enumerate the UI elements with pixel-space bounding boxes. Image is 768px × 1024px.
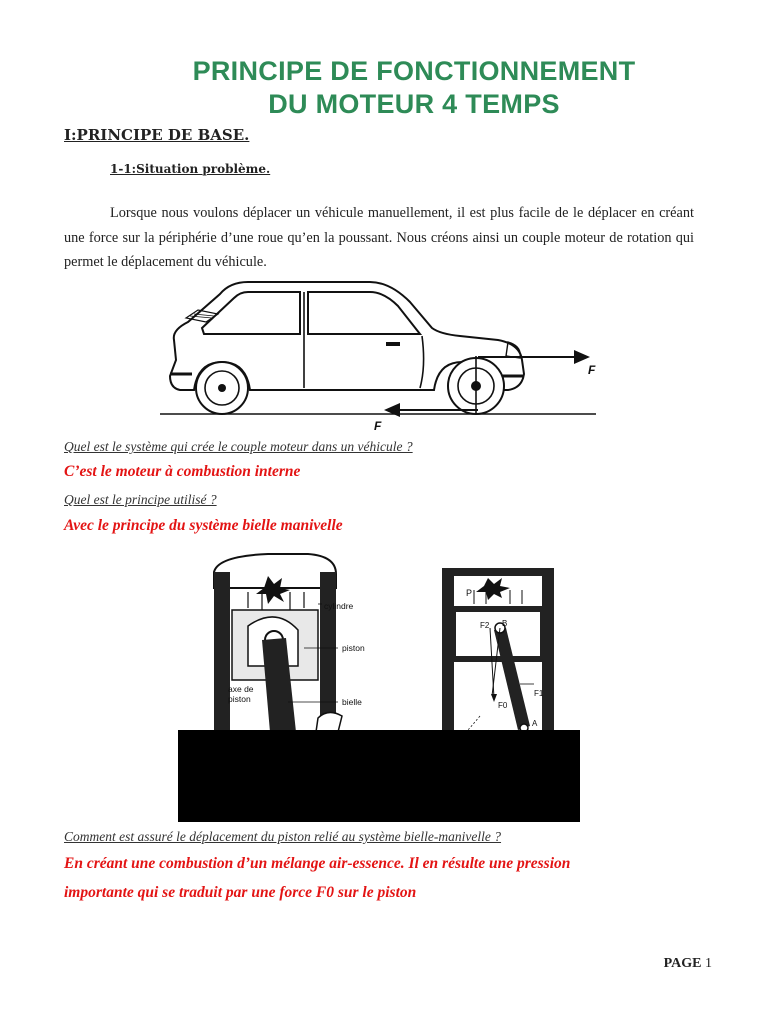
answer-1: C’est le moteur à combustion interne [64, 463, 301, 480]
answer-2: Avec le principe du système bielle manivelle [64, 517, 343, 534]
page-number [664, 956, 712, 972]
connecting-rod [494, 628, 530, 730]
label-cylindre: cylindre [324, 601, 354, 611]
page-title-line1: PRINCIPE DE FONCTIONNEMENT [192, 56, 636, 86]
question-2: Quel est le principe utilisé ? [64, 492, 217, 507]
piston-figure-left [178, 548, 398, 732]
force-label-right: F [588, 363, 596, 377]
label-B: B [502, 619, 508, 628]
piston-figure-right [440, 566, 560, 732]
intro-paragraph: Lorsque nous voulons déplacer un véhicule manuellement, il est plus facile de le déplacer en créant une force sur la périphérie d’une roue qu’en la poussant. Nous créons ainsi un couple moteur de rotation qui permet le déplacement du véhicule. [64, 205, 694, 270]
question-1: Quel est le système qui crée le couple moteur dans un véhicule ? [64, 439, 413, 454]
subsection-heading: 1-1:Situation problème. [110, 162, 271, 176]
label-bielle: bielle [342, 697, 362, 707]
car-figure [158, 276, 598, 436]
explosion-icon [476, 578, 510, 600]
label-axe-piston: piston [228, 694, 251, 704]
front-wheel [448, 356, 504, 414]
label-piston: piston [342, 643, 365, 653]
page-label: PAGE [663, 956, 702, 971]
label-F2: F2 [480, 621, 490, 630]
answer-3-line2: importante qui se traduit par une force F0 sur le piston [64, 884, 417, 901]
page-number-value: 1 [705, 956, 712, 971]
label-A: A [532, 719, 538, 728]
label-F1: F1 [534, 689, 544, 698]
page-title-line2: DU MOTEUR 4 TEMPS [268, 89, 560, 119]
redacted-figure-region [178, 730, 580, 822]
label-F0: F0 [498, 701, 508, 710]
label-P: P [466, 588, 473, 598]
section-heading: I:PRINCIPE DE BASE. [64, 126, 250, 144]
rear-wheel [196, 362, 248, 414]
label-axe-de: axe de [228, 684, 254, 694]
answer-3-line1: En créant une combustion d’un mélange air-essence. Il en résulte une pression [64, 855, 571, 872]
force-label-bottom: F [374, 419, 382, 433]
question-3: Comment est assuré le déplacement du piston relié au système bielle-manivelle ? [64, 829, 502, 844]
